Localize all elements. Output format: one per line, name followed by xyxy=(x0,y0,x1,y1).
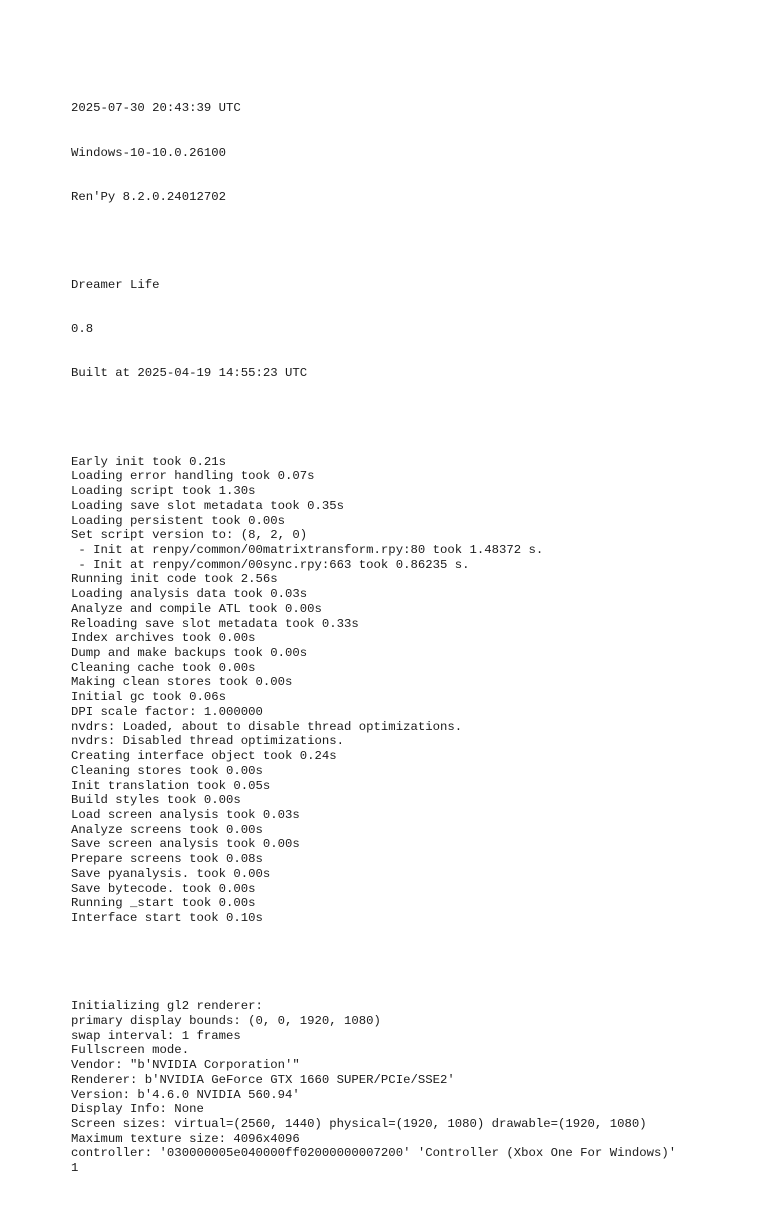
log-line: Reloading save slot metadata took 0.33s xyxy=(71,616,359,631)
log-line: Screen sizes: virtual=(2560, 1440) physical=(1920, 1080) drawable=(1920, 1080) xyxy=(71,1117,647,1132)
log-line: nvdrs: Loaded, about to disable thread optimizations. xyxy=(71,719,463,734)
log-line: Loading script took 1.30s xyxy=(71,484,256,499)
log-line: DPI scale factor: 1.000000 xyxy=(71,704,263,719)
log-platform: Windows-10-10.0.26100 xyxy=(71,145,226,160)
log-line: Init translation took 0.05s xyxy=(71,778,271,793)
log-timestamp: 2025-07-30 20:43:39 UTC xyxy=(71,101,241,116)
log-renpy-version: Ren'Py 8.2.0.24012702 xyxy=(71,189,226,204)
log-line: primary display bounds: (0, 0, 1920, 1080) xyxy=(71,1014,381,1028)
log-line: Save screen analysis took 0.00s xyxy=(71,837,300,852)
log-line: Analyze screens took 0.00s xyxy=(71,822,263,837)
log-line: Running _start took 0.00s xyxy=(71,896,256,911)
log-line: Loading error handling took 0.07s xyxy=(71,469,315,484)
log-game-version: 0.8 xyxy=(71,322,94,337)
log-line: Build styles took 0.00s xyxy=(71,793,241,808)
blank-line xyxy=(71,955,676,970)
log-line: Maximum texture size: 4096x4096 xyxy=(71,1131,300,1146)
log-line: Cleaning cache took 0.00s xyxy=(71,660,256,675)
log-line: Loading persistent took 0.00s xyxy=(71,513,286,528)
log-line: Loading save slot metadata took 0.35s xyxy=(71,498,345,513)
log-line: nvdrs: Disabled thread optimizations. xyxy=(71,734,345,749)
log-line: Set script version to: (8, 2, 0) xyxy=(71,528,308,543)
blank-line xyxy=(71,234,676,249)
log-line: Analyze and compile ATL took 0.00s xyxy=(71,601,322,616)
log-line: Vendor: "b'NVIDIA Corporation'" xyxy=(71,1058,300,1073)
init-log-section xyxy=(71,455,676,926)
log-line: - Init at renpy/common/00sync.rpy:663 took 0.86235 s. xyxy=(71,557,470,572)
log-line: Making clean stores took 0.00s xyxy=(71,675,293,690)
log-line: Version: b'4.6.0 NVIDIA 560.94' xyxy=(71,1087,300,1102)
log-line: Running init code took 2.56s xyxy=(71,572,278,587)
log-line: Dump and make backups took 0.00s xyxy=(71,646,308,661)
log-line: Creating interface object took 0.24s xyxy=(71,749,337,764)
log-line: Interface start took 0.10s xyxy=(71,910,263,925)
log-line: Display Info: None xyxy=(71,1102,204,1117)
blank-line xyxy=(71,411,676,426)
log-line: Renderer: b'NVIDIA GeForce GTX 1660 SUPER/PCIe/SSE2' xyxy=(71,1072,455,1087)
log-line: Save bytecode. took 0.00s xyxy=(71,881,256,896)
log-built-at: Built at 2025-04-19 14:55:23 UTC xyxy=(71,366,308,381)
log-line: 1 xyxy=(71,1161,79,1176)
log-line: swap interval: 1 frames xyxy=(71,1028,241,1043)
log-line: Load screen analysis took 0.03s xyxy=(71,807,300,822)
log-line: Cleaning stores took 0.00s xyxy=(71,763,263,778)
log-game-name: Dreamer Life xyxy=(71,278,160,293)
log-line: - Init at renpy/common/00matrixtransform.rpy:80 took 1.48372 s. xyxy=(71,543,544,557)
log-line: Save pyanalysis. took 0.00s xyxy=(71,866,271,881)
log-line: controller: '030000005e040000ff02000000007200' 'Controller (Xbox One For Windows)' xyxy=(71,1146,677,1161)
log-text xyxy=(71,72,676,1205)
log-line: Early init took 0.21s xyxy=(71,454,226,469)
log-line: Prepare screens took 0.08s xyxy=(71,852,263,867)
log-line: Fullscreen mode. xyxy=(71,1043,190,1058)
log-line: Initializing gl2 renderer: xyxy=(71,999,263,1014)
renderer-log-section xyxy=(71,999,676,1176)
log-line: Initial gc took 0.06s xyxy=(71,690,226,705)
log-line: Loading analysis data took 0.03s xyxy=(71,587,308,602)
log-line: Index archives took 0.00s xyxy=(71,631,256,646)
